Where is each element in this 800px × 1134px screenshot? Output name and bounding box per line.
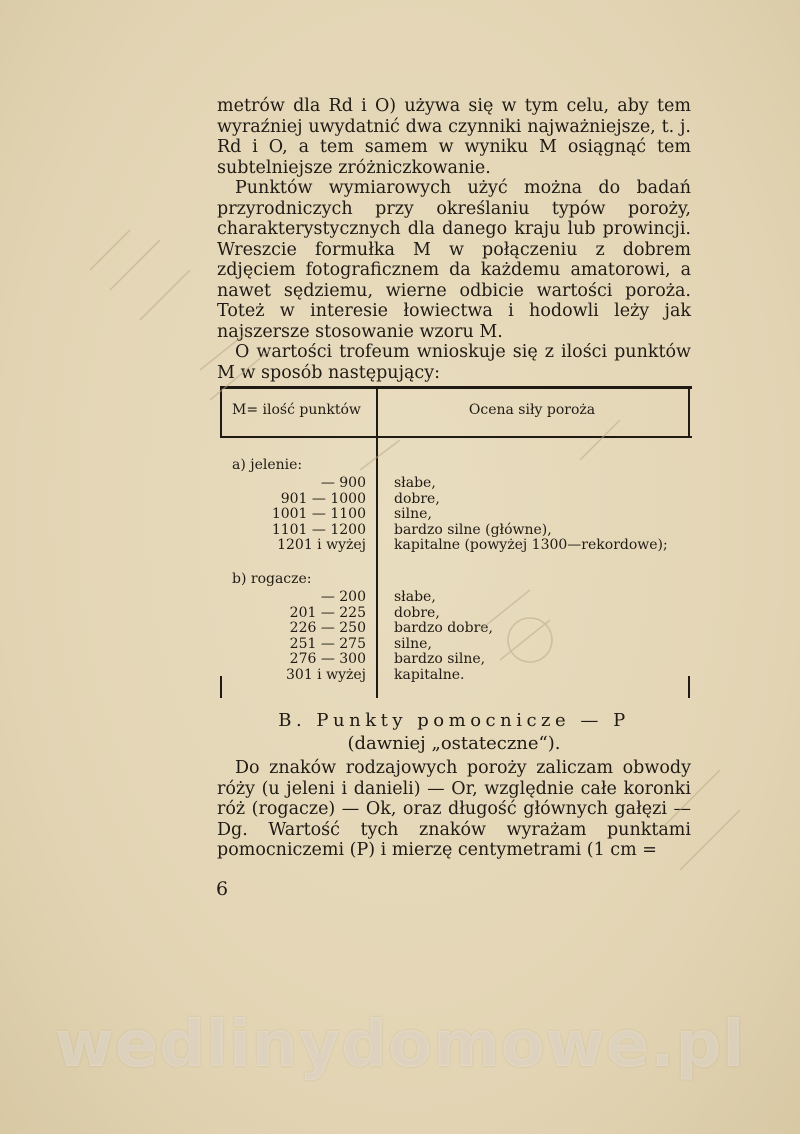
section-b-label: b) rogacze: bbox=[232, 571, 312, 587]
table-cell-desc: bardzo silne (główne), bbox=[394, 521, 552, 538]
paragraph-3-text: O wartości trofeum wnioskuje się z ilości punktów M w sposób następujący: bbox=[217, 342, 691, 383]
table-cell-range: 901 — 1000 bbox=[280, 490, 366, 507]
table-middle-rule bbox=[376, 386, 378, 698]
antler-rating-table bbox=[220, 386, 692, 698]
section-a-descs bbox=[394, 476, 684, 554]
section-subheading: (dawniej „ostateczne“). bbox=[347, 733, 561, 754]
table-right-rule bbox=[688, 386, 690, 438]
table-cell-range: 201 — 225 bbox=[289, 604, 366, 621]
section-heading: B. Punkty pomocnicze — P bbox=[278, 710, 630, 731]
table-cell-range: 276 — 300 bbox=[289, 651, 366, 667]
page-number: 6 bbox=[216, 878, 229, 900]
table-cell-desc: dobre, bbox=[394, 490, 440, 507]
table-cell-desc: dobre, bbox=[394, 604, 440, 621]
table-cell-desc: kapitalne. bbox=[394, 666, 465, 683]
section-a-label: a) jelenie: bbox=[232, 457, 303, 473]
paragraph-4-text: Do znaków rodzajowych poroży zaliczam obwody róży (u jeleni i danieli) — Or, względnie całe koronki róż (rogacze) — Ok, oraz długość głównych gałęzi — Dg. Wartość tych znaków wyrażam punktami pomocniczemi (P) i mierzę centymetrami (1 cm = bbox=[217, 758, 691, 860]
table-cell-range: — 200 bbox=[320, 589, 366, 605]
watermark: wedlinydomowe.pl bbox=[54, 1008, 746, 1082]
table-left-bottom-rule bbox=[220, 676, 222, 698]
table-header-points: M= ilość punktów bbox=[232, 402, 361, 418]
table-cell-desc: kapitalne (powyżej 1300—rekordowe); bbox=[394, 537, 668, 553]
table-cell-desc: bardzo dobre, bbox=[394, 620, 493, 636]
table-left-rule bbox=[220, 386, 222, 438]
section-a-ranges bbox=[240, 476, 366, 554]
table-cell-range: 226 — 250 bbox=[289, 620, 366, 636]
table-cell-range: 1201 i wyżej bbox=[277, 537, 366, 553]
table-cell-range: — 900 bbox=[320, 475, 366, 491]
table-cell-desc: silne, bbox=[394, 506, 432, 522]
table-cell-desc: słabe, bbox=[394, 475, 436, 491]
paragraph-1 bbox=[217, 96, 691, 178]
section-b-ranges bbox=[240, 590, 366, 683]
table-cell-range: 1001 — 1100 bbox=[271, 506, 366, 522]
table-cell-desc: bardzo silne, bbox=[394, 651, 486, 667]
paragraph-4 bbox=[217, 758, 691, 861]
paragraph-2 bbox=[217, 178, 691, 342]
section-b-descs bbox=[394, 590, 684, 683]
table-cell-desc: słabe, bbox=[394, 589, 436, 605]
table-cell-desc: silne, bbox=[394, 635, 432, 652]
table-cell-range: 301 i wyżej bbox=[286, 666, 366, 683]
paragraph-1-text: metrów dla Rd i O) używa się w tym celu, aby tem wyraźniej uwydatnić dwa czynniki najważniejsze, t. j. Rd i O, a tem samem w wyniku M osiągnąć tem subtelniejsze zróżniczkowanie. bbox=[217, 96, 691, 178]
paragraph-3 bbox=[217, 342, 691, 383]
table-header-rating: Ocena siły poroża bbox=[468, 402, 596, 418]
paragraph-2-text: Punktów wymiarowych użyć można do badań przyrodniczych przy określaniu typów poroży, charakterystycznych dla danego kraju lub prowincji. Wreszcie formułka M w połączeniu z dobrem zdjęciem fotograficznem da każdemu amatorowi, a nawet sędziemu, wierne odbicie wartości poroża. Toteż w interesie łowiectwa i hodowli leży jak najszersze stosowanie wzoru M. bbox=[217, 178, 691, 342]
table-cell-range: 251 — 275 bbox=[289, 635, 366, 652]
table-top-rule bbox=[220, 386, 692, 389]
table-right-bottom-rule bbox=[688, 676, 690, 698]
table-cell-range: 1101 — 1200 bbox=[271, 521, 366, 538]
table-header-rule bbox=[220, 436, 692, 438]
